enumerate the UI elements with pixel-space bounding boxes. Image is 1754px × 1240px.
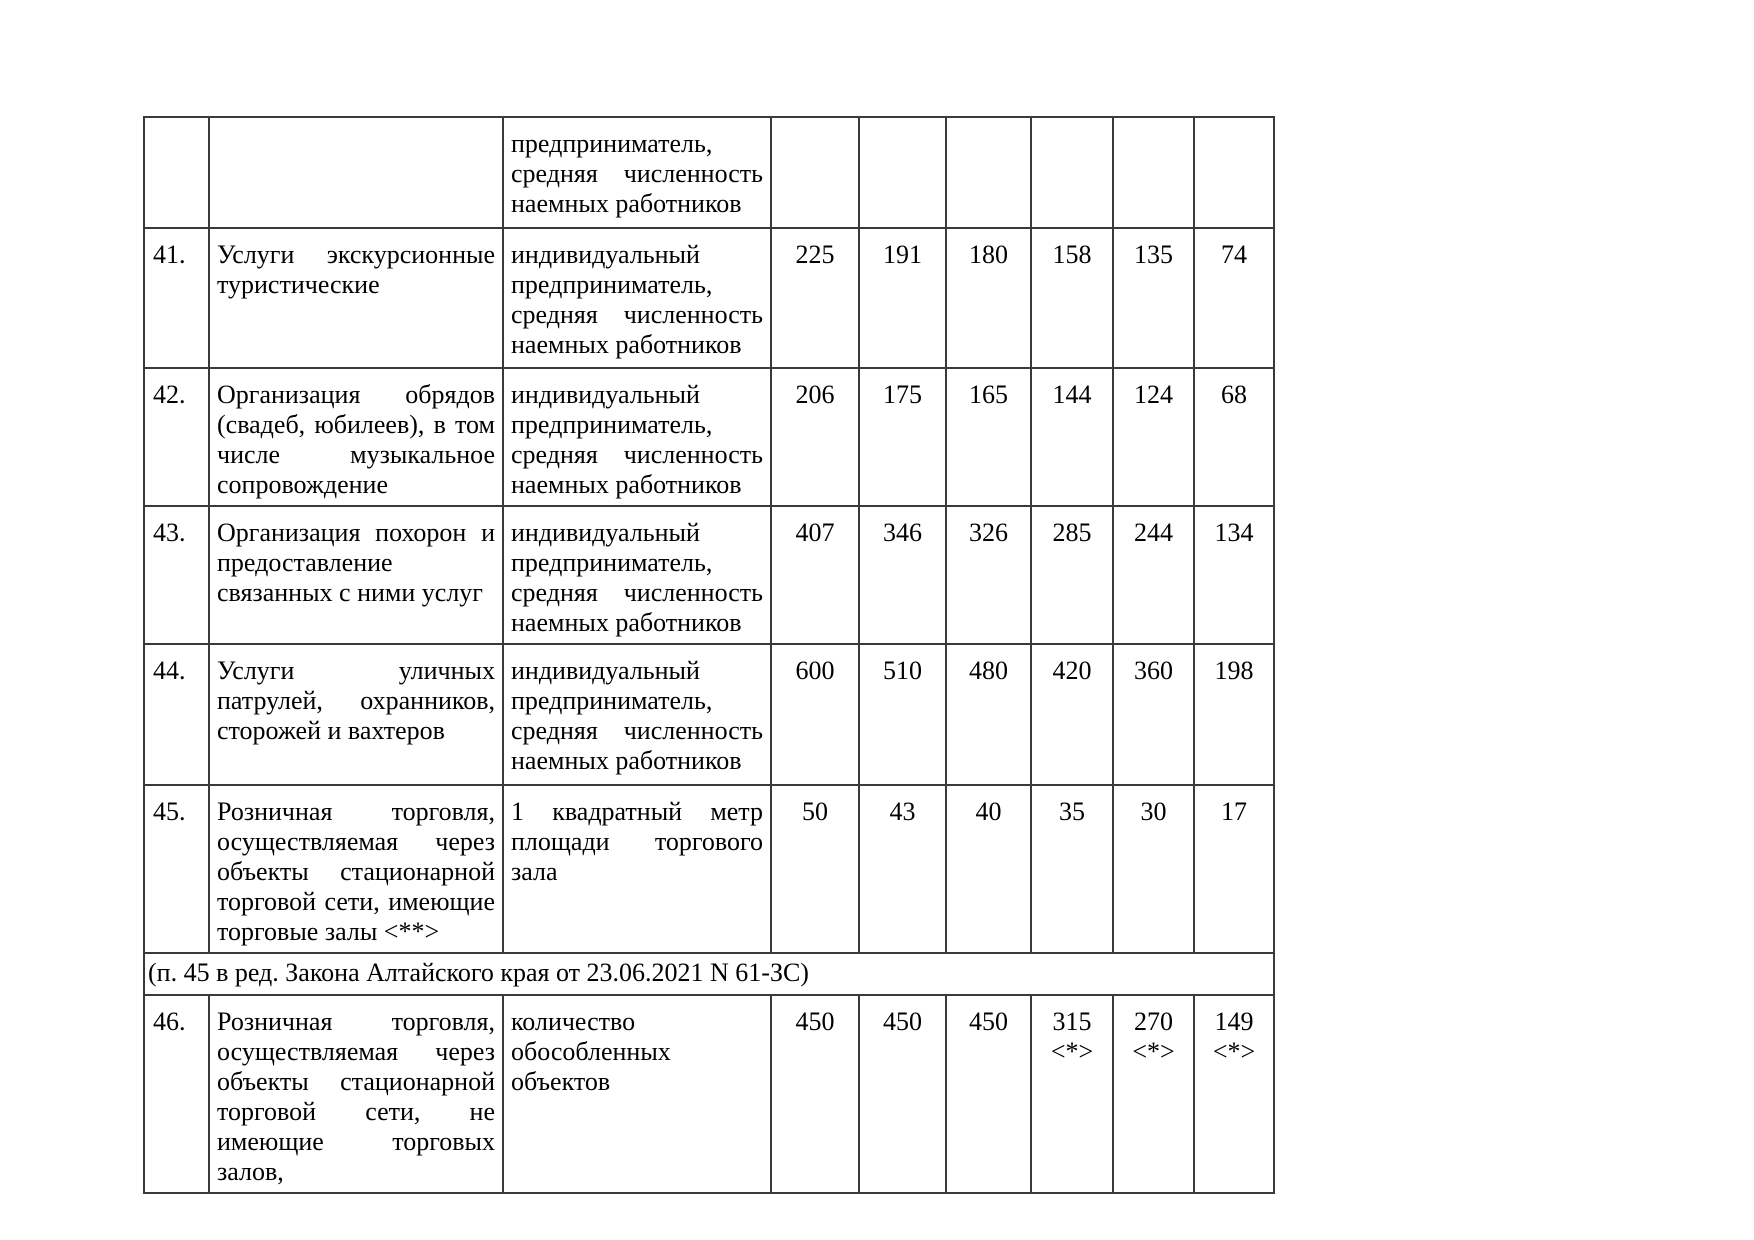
value-cell	[859, 368, 946, 506]
row-number-cell	[144, 117, 209, 228]
text-line: предоставление	[217, 548, 393, 577]
amendment-note: (п. 45 в ред. Закона Алтайского края от 23.06.2021 N 61-ЗС)	[144, 953, 1274, 995]
value-cell	[1194, 506, 1274, 644]
value-cell	[859, 995, 946, 1193]
text-line: Организация обрядов	[217, 380, 495, 409]
value-cell	[1031, 228, 1113, 368]
text-line: индивидуальный	[511, 656, 700, 685]
text-line: 40	[975, 797, 1002, 826]
value-cell	[946, 644, 1031, 785]
value-cell	[1194, 785, 1274, 953]
text-line: 420	[1052, 656, 1092, 685]
text-line: 134	[1214, 518, 1254, 547]
row-number-cell: 46.	[144, 995, 209, 1193]
value-cell	[859, 228, 946, 368]
value-cell	[859, 117, 946, 228]
value-cell	[946, 506, 1031, 644]
text-line: связанных с ними услуг	[217, 578, 483, 607]
text-line: имеющие торговых залов,	[217, 1127, 495, 1186]
text-line: 149	[1214, 1007, 1254, 1036]
text-line: наемных работников	[511, 470, 742, 499]
value-cell	[1194, 995, 1274, 1193]
value-cell	[1031, 995, 1113, 1193]
text-line: 244	[1134, 518, 1173, 547]
text-line: предприниматель,	[511, 129, 713, 158]
value-cell	[859, 644, 946, 785]
text-line: средняя численность	[511, 440, 763, 469]
value-cell	[859, 506, 946, 644]
text-line: средняя численность	[511, 300, 763, 329]
text-line: предприниматель,	[511, 270, 713, 299]
text-line: 450	[883, 1007, 922, 1036]
value-cell	[946, 995, 1031, 1193]
text-line: <*>	[1050, 1037, 1094, 1066]
value-cell	[771, 368, 859, 506]
text-line: индивидуальный	[511, 380, 700, 409]
text-line: 1 квадратный метр	[511, 797, 763, 826]
indicator-cell	[503, 995, 771, 1193]
table-row	[144, 995, 1274, 1193]
table-row	[144, 785, 1274, 953]
table-row	[144, 228, 1274, 368]
indicator-cell	[503, 368, 771, 506]
value-cell	[1113, 117, 1194, 228]
value-cell	[946, 368, 1031, 506]
physical-indicators-table	[143, 116, 1275, 1194]
table-row-amendment-note	[144, 953, 1274, 995]
text-line: наемных работников	[511, 608, 742, 637]
text-line: (свадеб, юбилеев), в том	[217, 410, 495, 439]
activity-cell	[209, 368, 503, 506]
row-number-cell: 41.	[144, 228, 209, 368]
text-line: средняя численность	[511, 578, 763, 607]
text-line: 74	[1221, 240, 1247, 269]
indicator-cell	[503, 644, 771, 785]
value-cell	[1031, 644, 1113, 785]
text-line: 285	[1052, 518, 1092, 547]
text-line: торговой сети, не	[217, 1097, 495, 1126]
text-line: патрулей, охранников,	[217, 686, 495, 715]
value-cell	[771, 995, 859, 1193]
value-cell	[1194, 644, 1274, 785]
table-row	[144, 644, 1274, 785]
value-cell	[1031, 368, 1113, 506]
text-line: Услуги уличных	[217, 656, 495, 685]
text-line: 124	[1134, 380, 1173, 409]
text-line: предприниматель,	[511, 548, 713, 577]
text-line: 30	[1140, 797, 1167, 826]
text-line: наемных работников	[511, 746, 742, 775]
indicator-cell	[503, 506, 771, 644]
indicator-cell	[503, 785, 771, 953]
activity-cell	[209, 228, 503, 368]
value-cell	[1113, 228, 1194, 368]
activity-cell	[209, 117, 503, 228]
text-line: числе музыкальное	[217, 440, 495, 469]
text-line: средняя численность	[511, 716, 763, 745]
text-line: осуществляемая через	[217, 1037, 495, 1066]
text-line: наемных работников	[511, 330, 742, 359]
text-line: площади торгового	[511, 827, 763, 856]
value-cell	[1031, 506, 1113, 644]
text-line: Розничная торговля,	[217, 797, 495, 826]
text-line: предприниматель,	[511, 686, 713, 715]
value-cell	[1194, 228, 1274, 368]
indicator-cell	[503, 228, 771, 368]
text-line: 315	[1052, 1007, 1092, 1036]
text-line: торговой сети, имеющие	[217, 887, 495, 916]
value-cell	[771, 506, 859, 644]
text-line: 135	[1134, 240, 1173, 269]
value-cell	[1194, 368, 1274, 506]
text-line: Организация похорон и	[217, 518, 495, 547]
text-line: объектов	[511, 1067, 611, 1096]
text-line: предприниматель,	[511, 410, 713, 439]
text-line: объекты стационарной	[217, 857, 495, 886]
row-number-cell: 44.	[144, 644, 209, 785]
text-line: 165	[969, 380, 1008, 409]
text-line: туристические	[217, 270, 380, 299]
text-line: осуществляемая через	[217, 827, 495, 856]
text-line: 600	[795, 656, 835, 685]
row-number-cell: 45.	[144, 785, 209, 953]
text-line: <*>	[1132, 1037, 1175, 1066]
text-line: наемных работников	[511, 189, 742, 218]
text-line: 360	[1134, 656, 1173, 685]
activity-cell	[209, 644, 503, 785]
text-line: 68	[1221, 380, 1247, 409]
text-line: 225	[795, 240, 835, 269]
value-cell	[771, 228, 859, 368]
table-row	[144, 506, 1274, 644]
text-line: 158	[1052, 240, 1092, 269]
text-line: средняя численность	[511, 159, 763, 188]
text-line: 510	[883, 656, 922, 685]
value-cell	[946, 785, 1031, 953]
text-line: объекты стационарной	[217, 1067, 495, 1096]
text-line: 180	[969, 240, 1008, 269]
text-line: 17	[1221, 797, 1247, 826]
text-line: 50	[802, 797, 828, 826]
text-line: 198	[1214, 656, 1254, 685]
value-cell	[1113, 368, 1194, 506]
text-line: индивидуальный	[511, 518, 700, 547]
text-line: <*>	[1212, 1037, 1256, 1066]
value-cell	[1031, 785, 1113, 953]
text-line: 450	[795, 1007, 835, 1036]
text-line: 43	[889, 797, 916, 826]
text-line: 35	[1059, 797, 1085, 826]
value-cell	[1113, 995, 1194, 1193]
indicator-cell	[503, 117, 771, 228]
text-line: сторожей и вахтеров	[217, 716, 445, 745]
activity-cell	[209, 995, 503, 1193]
text-line: количество	[511, 1007, 636, 1036]
value-cell	[1113, 785, 1194, 953]
row-number-cell: 42.	[144, 368, 209, 506]
text-line: 326	[969, 518, 1008, 547]
activity-cell	[209, 785, 503, 953]
text-line: 175	[883, 380, 922, 409]
text-line: 191	[883, 240, 922, 269]
text-line: сопровождение	[217, 470, 389, 499]
text-line: Розничная торговля,	[217, 1007, 495, 1036]
text-line: 450	[969, 1007, 1008, 1036]
value-cell	[859, 785, 946, 953]
text-line: индивидуальный	[511, 240, 700, 269]
text-line: Услуги экскурсионные	[217, 240, 495, 269]
text-line: 480	[969, 656, 1008, 685]
activity-cell	[209, 506, 503, 644]
text-line: 407	[795, 518, 835, 547]
value-cell	[946, 228, 1031, 368]
value-cell	[771, 785, 859, 953]
value-cell	[1113, 506, 1194, 644]
text-line: обособленных	[511, 1037, 671, 1066]
table-row	[144, 368, 1274, 506]
value-cell	[946, 117, 1031, 228]
text-line: зала	[511, 857, 558, 886]
text-line: 270	[1134, 1007, 1173, 1036]
value-cell	[1194, 117, 1274, 228]
value-cell	[1113, 644, 1194, 785]
value-cell	[771, 117, 859, 228]
row-number-cell: 43.	[144, 506, 209, 644]
text-line: 346	[883, 518, 922, 547]
table-row-continuation	[144, 117, 1274, 228]
text-line: торговые залы <**>	[217, 917, 440, 946]
value-cell	[771, 644, 859, 785]
text-line: 206	[795, 380, 835, 409]
value-cell	[1031, 117, 1113, 228]
text-line: 144	[1052, 380, 1092, 409]
